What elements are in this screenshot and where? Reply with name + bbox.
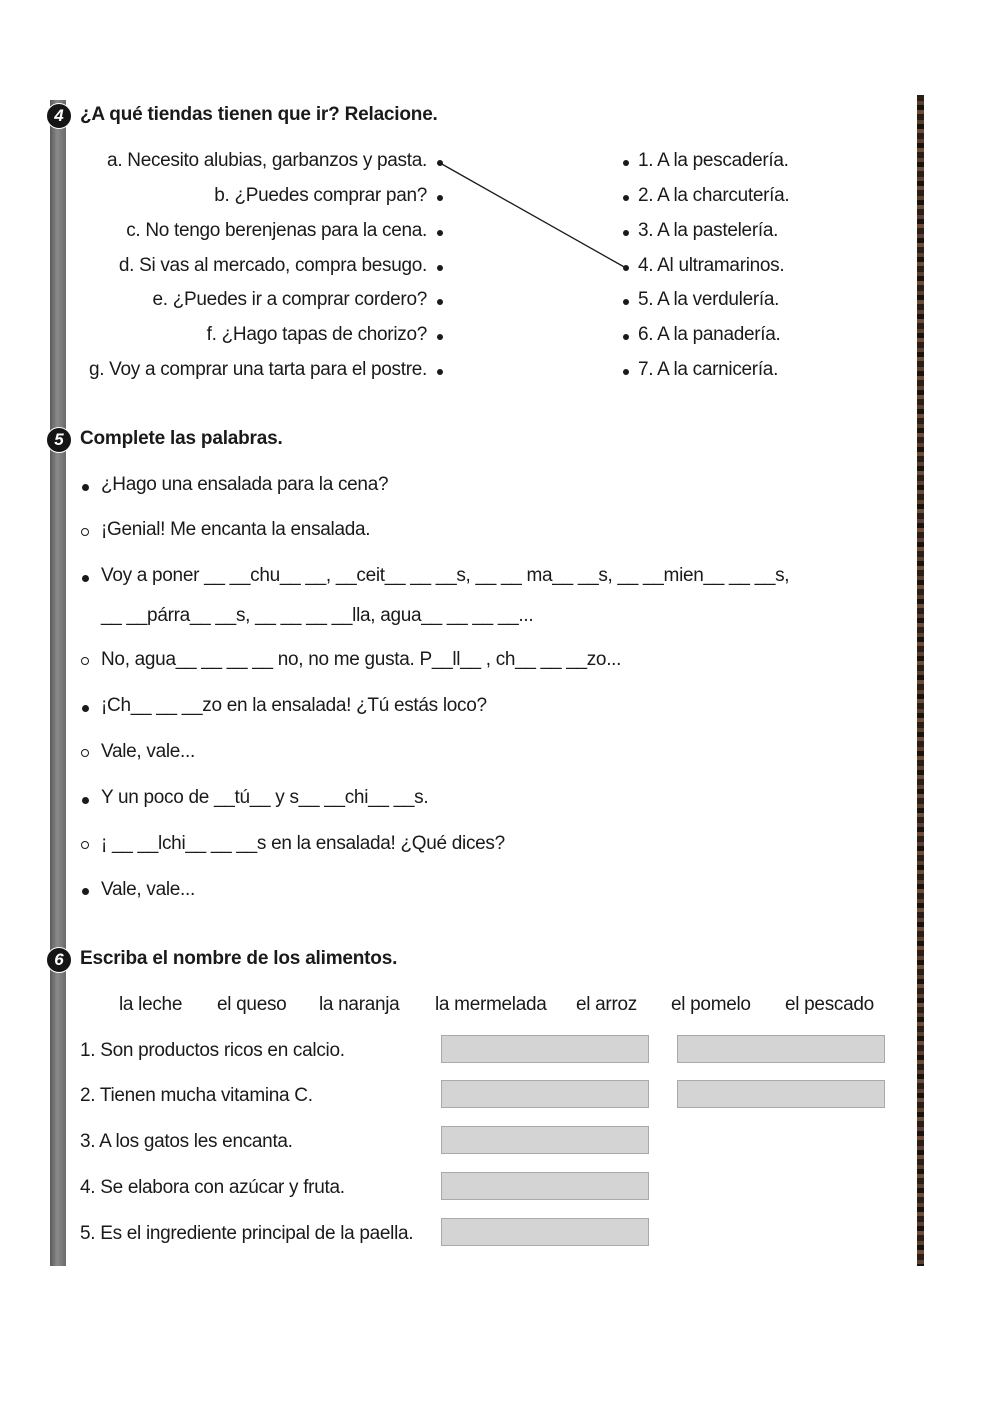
word-bank-item: el arroz [576,994,637,1015]
dialogue-line-1: ¿Hago una ensalada para la cena? [101,474,389,495]
match-left-a: a. Necesito alubias, garbanzos y pasta. [107,150,427,171]
dialogue-line-8: ¡ __ __lchi__ __ __s en la ensalada! ¿Qué dices? [101,833,505,854]
answer-1a-input[interactable] [441,1035,649,1063]
word-bank-item: la mermelada [435,994,547,1015]
match-right-6: 6. A la panadería. [638,324,781,345]
dialogue-bullet-filled [82,705,89,712]
dialogue-bullet-filled [82,797,89,804]
question-3: 3. A los gatos les encanta. [80,1131,293,1152]
match-left-f: f. ¿Hago tapas de chorizo? [206,324,427,345]
dialogue-bullet-open [81,657,89,665]
exercise-4-title: ¿A qué tiendas tienen que ir? Relacione. [80,104,438,125]
answer-1b-input[interactable] [677,1035,885,1063]
dialogue-bullet-filled [82,575,89,582]
match-right-3: 3. A la pastelería. [638,220,779,241]
match-right-7: 7. A la carnicería. [638,359,779,380]
match-left-d: d. Si vas al mercado, compra besugo. [118,255,427,276]
exercise-5-title: Complete las palabras. [80,428,283,449]
match-right-2: 2. A la charcutería. [638,185,790,206]
dialogue-bullet-filled [82,888,89,895]
match-left-b: b. ¿Puedes comprar pan? [214,185,427,206]
dialogue-bullet-open [81,749,89,757]
answer-3-input[interactable] [441,1126,649,1154]
dialogue-line-2: ¡Genial! Me encanta la ensalada. [101,519,371,540]
exercise-6-number: 6 [46,947,72,973]
exercise-4-number: 4 [46,103,72,129]
match-right-5: 5. A la verdulería. [638,289,780,310]
dialogue-line-4: No, agua__ __ __ __ no, no me gusta. P__ll__ , ch__ __ __zo... [101,649,622,670]
question-4: 4. Se elabora con azúcar y fruta. [80,1177,345,1198]
question-5: 5. Es el ingrediente principal de la paella. [80,1223,414,1244]
dialogue-line-6: Vale, vale... [101,741,195,762]
dialogue-line-3-cont: __ __párra__ __s, __ __ __ __lla, agua__ __ __ __... [101,605,534,626]
answer-5-input[interactable] [441,1218,649,1246]
word-bank-item: la naranja [319,994,400,1015]
match-right-4: 4. Al ultramarinos. [638,255,785,276]
word-bank-item: la leche [119,994,183,1015]
match-left-c: c. No tengo berenjenas para la cena. [126,220,427,241]
match-left-g: g. Voy a comprar una tarta para el postre. [88,359,427,380]
dialogue-bullet-filled [82,484,89,491]
dialogue-line-3: Voy a poner __ __chu__ __, __ceit__ __ __s, __ __ ma__ __s, __ __mien__ __ __s, [101,565,790,586]
match-left-e: e. ¿Puedes ir a comprar cordero? [152,289,427,310]
exercise-6-title: Escriba el nombre de los alimentos. [80,948,398,969]
dialogue-line-7: Y un poco de __tú__ y s__ __chi__ __s. [101,787,429,808]
answer-4-input[interactable] [441,1172,649,1200]
answer-2b-input[interactable] [677,1080,885,1108]
dialogue-line-5: ¡Ch__ __ __zo en la ensalada! ¿Tú estás loco? [101,695,487,716]
question-2: 2. Tienen mucha vitamina C. [80,1085,313,1106]
match-connector-line [0,0,1000,400]
dialogue-line-9: Vale, vale... [101,879,195,900]
word-bank-item: el pescado [785,994,874,1015]
word-bank-item: el queso [217,994,287,1015]
dialogue-bullet-open [81,841,89,849]
match-right-1: 1. A la pescadería. [638,150,789,171]
word-bank-item: el pomelo [671,994,751,1015]
question-1: 1. Son productos ricos en calcio. [80,1040,345,1061]
exercise-5-number: 5 [46,427,72,453]
answer-2a-input[interactable] [441,1080,649,1108]
dialogue-bullet-open [81,528,89,536]
